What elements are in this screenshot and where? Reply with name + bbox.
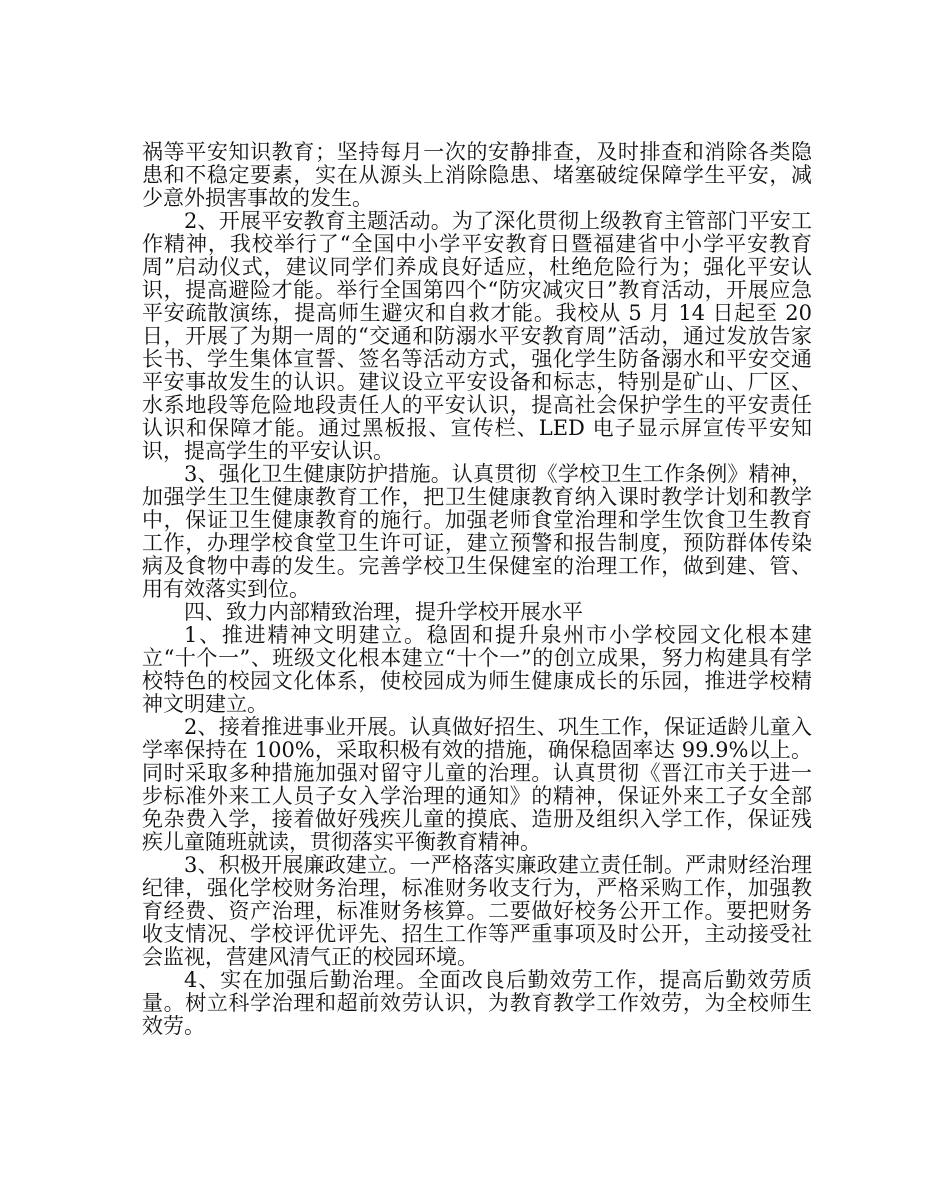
paragraph-spiritual-civilization: 1、推进精神文明建立。稳固和提升泉州市小学校园文化根本建立“十个一”、班级文化根本建立“十个一”的创立成果，努力构建具有学校特色的校园文化体系，使校园成为师生健康成长的乐园，推进学校精神文明建立。 (142, 623, 812, 716)
paragraph-logistics-management: 4、实在加强后勤治理。全面改良后勤效劳工作，提高后勤效劳质量。树立科学治理和超前效劳认识，为教育教学工作效劳，为全校师生效劳。 (142, 968, 812, 1038)
paragraph-safety-theme-activities: 2、开展平安教育主题活动。为了深化贯彻上级教育主管部门平安工作精神，我校举行了“全国中小学平安教育日暨福建省中小学平安教育周”启动仪式，建议同学们养成良好适应，杜绝危险行为；强化平安认识，提高避险才能。举行全国第四个“防灾减灾日”教育活动，开展应急平安疏散演练，提高师生避灾和自救才能。我校从 5 月 14 日起至 20 日，开展了为期一周的“交通和防溺水平安教育周”活动，通过发放告家长书、学生集体宣誓、签名等活动方式，强化学生防备溺水和平安交通平安事故发生的认识。建议设立平安设备和标志，特别是矿山、厂区、水系地段等危险地段责任人的平安认识，提高社会保护学生的平安责任认识和保障才能。通过黑板报、宣传栏、LED 电子显示屏宣传平安知识，提高学生的平安认识。 (142, 209, 812, 463)
paragraph-health-protection: 3、强化卫生健康防护措施。认真贯彻《学校卫生工作条例》精神，加强学生卫生健康教育工作，把卫生健康教育纳入课时教学计划和教学中，保证卫生健康教育的施行。加强老师食堂治理和学生饮食卫生教育工作，办理学校食堂卫生许可证，建立预警和报告制度，预防群体传染病及食物中毒的发生。完善学校卫生保健室的治理工作，做到建、管、用有效落实到位。 (142, 462, 812, 601)
paragraph-integrity-construction: 3、积极开展廉政建立。一严格落实廉政建立责任制。严肃财经治理纪律，强化学校财务治理，标准财务收支行为，严格采购工作，加强教育经费、资产治理，标准财务核算。二要做好校务公开工作。要把财务收支情况、学校评优评先、招生工作等严重事项及时公开，主动接受社会监视，营建风清气正的校园环境。 (142, 853, 812, 969)
paragraph-safety-education-continued: 祸等平安知识教育；坚持每月一次的安静排查，及时排查和消除各类隐患和不稳定要素，实在从源头上消除隐患、堵塞破绽保障学生平安，减少意外损害事故的发生。 (142, 140, 812, 210)
paragraph-career-development: 2、接着推进事业开展。认真做好招生、巩生工作，保证适龄儿童入学率保持在 100%，采取积极有效的措施，确保稳固率达 99.9%以上。同时采取多种措施加强对留守儿童的治理。认真贯彻《晋江市关于进一步标准外来工人员子女入学治理的通知》的精神，保证外来工子女全部免杂费入学，接着做好残疾儿童的摸底、造册及组织入学工作，保证残疾儿童随班就读，贯彻落实平衡教育精神。 (142, 715, 812, 854)
section-heading-internal-management: 四、致力内部精致治理，提升学校开展水平 (184, 600, 583, 624)
document-body (142, 141, 812, 1038)
